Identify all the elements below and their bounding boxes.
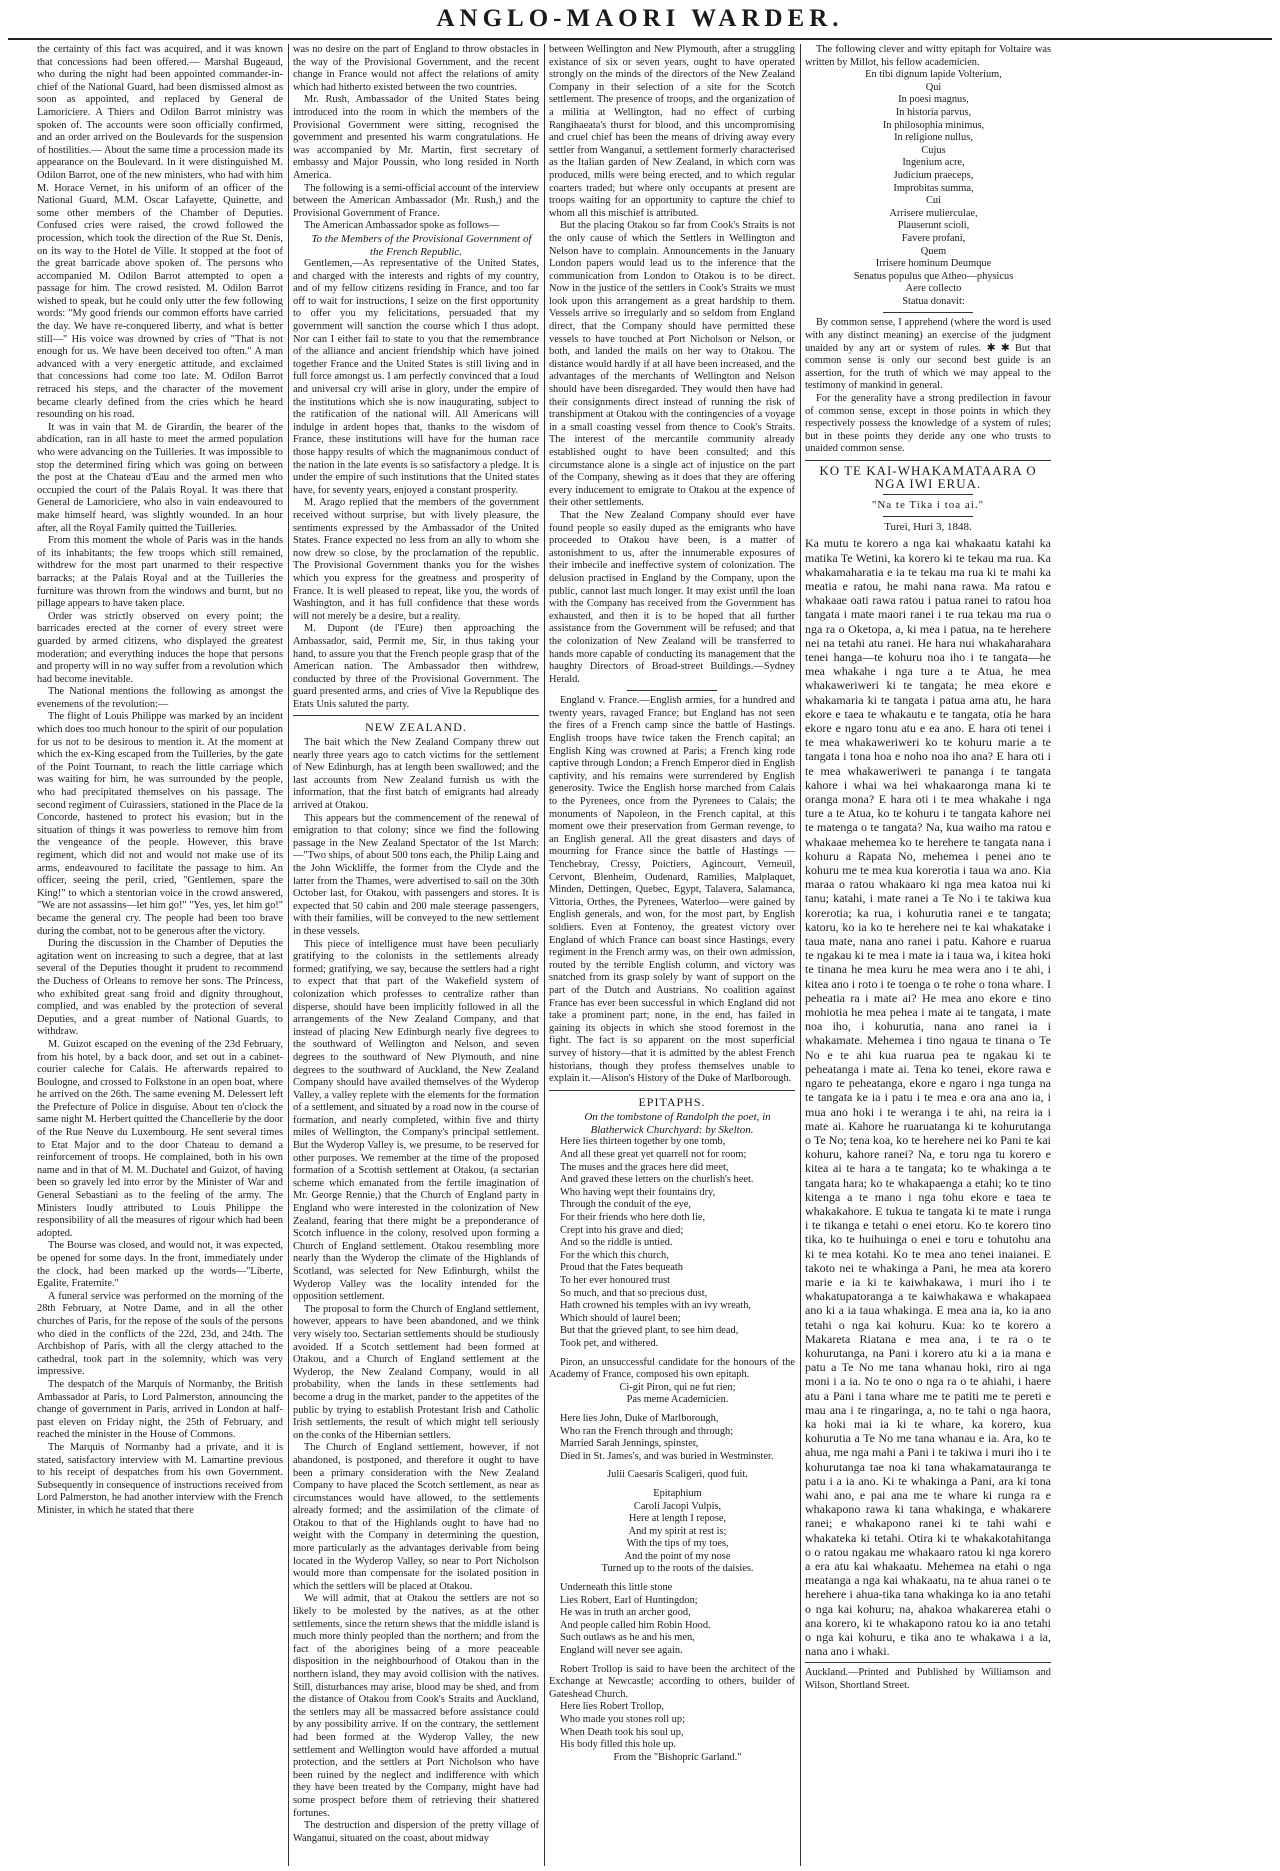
verse-line: Here lies thirteen together by one tomb, xyxy=(560,1136,726,1148)
latin-line: In historia parvus, xyxy=(895,106,972,118)
latin-line: In philosophia minimus, xyxy=(882,119,985,131)
article-paragraph: But the placing Otakou so far from Cook's Straits is not the only cause of which the Settlers in Wellington and Nelson have to complain. Announcements in the January London papers would lead us to the inference that the communication from London to Otakou is to be direct. Now in the justice of the settlers in Cook's Straits we must look upon this arrangement as a great hardship to them. Vessels arrive so irregularly and so seldom from England direct, that the Company should have permitted these vessels to have touched at Port Nicholson or Nelson, or both, and landed the mails on her way to Otakou. The distance would hardly if at all have been increased, and the advantages of the merchants of Wellington and Nelson should have been disregarded. They would then have had their consignments direct instead of running the risk of transhipment at Otakou with the contingencies of a voyage in a small coasting vessel from thence to Cook's Straits. The interest of the mercantile community already established ought to have been consulted; and this circumstance alone is a single act of injustice on the part of the Company, shewing as it does that they are offering every inducement to emigrate to Otakou at the expence of their other settlements. xyxy=(549,220,795,509)
latin-line: Aere collecto xyxy=(905,283,962,295)
article-paragraph: The despatch of the Marquis of Normanby, the British Ambassador at Paris, to Lord Palmerston, announcing the change of government in Paris, arrived in London at half-past eleven on Friday night, the 25th of February, and reached the minister in the House of Commons. xyxy=(37,1378,283,1441)
section-rule xyxy=(805,460,1051,461)
verse-line: Which should of laurel been; xyxy=(560,1312,681,1324)
article-paragraph: The following clever and witty epitaph for Voltaire was written by Millot, his fellow academicien. xyxy=(805,44,1051,68)
article-paragraph: We will admit, that at Otakou the settlers are not so likely to be molested by the natives, as at the other settlements, since the return shews that the middle island is much more thinly peopled than the northern; and from the fact of the aborigines being of a more peaceable disposition in the neighbourhood of Otakou than in the northern island, they may avoid collision with the natives. Still, disturbances may arise, blood may be shed, and from the distance of Otakou from Cook's Straits and Auckland, the settlers may all be massacred before assistance could by any possibility arrive. If on the contrary, the settlement had been formed at the Wyderop Valley, the new settlement and Wellington would have afforded a mutual protection, and the settlers at Port Nicholson who have been ruined by the neglect and indifference with which they have been treated by the Company, might have had some prospect before them of retrieving their shattered fortunes. xyxy=(293,1593,539,1819)
verse-line: Crept into his grave and died; xyxy=(560,1224,684,1236)
article-paragraph: This piece of intelligence must have been peculiarly gratifying to the colonists in the settlements already formed; gratifying, we say, because the settlers had a right to expect that that part of the Wakefield system of colonization which professes to centralize rather than disperse, should have been implicitly followed in all the arrangements of the New Zealand Company, and that instead of placing New Edinburgh nearly five degrees to the southward of Wellington and Nelson, and seven degrees to the southward of New Plymouth, and nine degrees to the southward of Auckland, the New Zealand Company should have availed themselves of the Wyderop Valley, a valley replete with the elements for the formation of a settlement, and situated by a road now in the course of formation, and nearly completed, within five and thirty miles of Wellington, the Company's principal settlement. But the Wyderop Valley is, we presume, to be reserved for other purposes. We remember at the time of the proposed formation of a Scottish settlement at Otakou, (a sectarian scheme which emanated from the fertile imagination of Mr. George Rennie,) that the Church of England party in England who were interested in the colonization of New Zealand, fearing that there might be a preponderance of Scotch influence in the colony, resolved upon forming a Church of England settlement. Otakou resembling more nearly than the Wyderop the climate of the Highlands of Scotland, was selected for New Edinburgh, whilst the Wyderop Valley was the locality intended for the opposition settlement. xyxy=(293,938,539,1303)
latin-line: Senatus populus que Atheo—physicus xyxy=(853,270,1014,282)
latin-line: Improbitas summa, xyxy=(893,182,974,194)
verse-line: But that the grieved plant, to see him dead, xyxy=(560,1325,739,1337)
epitaph-title: On the tombstone of Randolph the poet, in Blatherwick Churchyard: by Skelton. xyxy=(584,1111,771,1136)
article-paragraph: Mr. Rush, Ambassador of the United States being introduced into the room in which the members of the Provisional Government were sitting, recognised the government and presented his warm congratulations. He was accompanied by Mr. Martin, first secretary of embassy and Major Poussin, who long resided in North America. xyxy=(293,94,539,181)
column-rule xyxy=(800,44,801,1866)
verse-line: Such outlaws as he and his men, xyxy=(560,1632,695,1644)
article-paragraph: This appears but the commencement of the renewal of emigration to that colony; since we find the following passage in the New Zealand Spectator of the 1st March:—"Two ships, of about 500 tons each, the Philip Laing and the John Wickliffe, the former from the Clyde and the latter from the Thames, were advertised to sail on the 30th October last, for Otakou, with passengers and stores. It is expected that 50 cabin and 200 male steerage passengers, with their families, will be conveyed to the new settlement in these vessels. xyxy=(293,812,539,937)
verse-line: And all these great yet quarrell not for room; xyxy=(560,1149,747,1161)
verse-line: Julii Caesaris Scaligeri, quod fuit. xyxy=(607,1469,748,1481)
article-paragraph: The National mentions the following as amongst the evenemens of the revolution:— xyxy=(37,686,283,710)
article-paragraph: For the generality have a strong predilection in favour of common sense, except in those points in which they respectively possess the knowledge of a system of rules; but in these points they deride any one who trusts to unaided common sense. xyxy=(805,393,1051,455)
verse-line: And people called him Robin Hood. xyxy=(560,1619,711,1631)
latin-line: Favere profani, xyxy=(901,232,966,244)
maori-article-body: Ka mutu te korero a nga kai whakaatu katahi ka matika Te Wetini, ka korero ki te tekau ma rua. Ka whakamaharatia e ia te tekau ma rua ki te mahi ka meatia e ratou, he mahi nana rawa. Ma ratou e whakaae oati rawa ratou i patua ranei to ratou hoa tangata i mate maori ranei i te rua tekau ma rua o nga ra o Oketopa, a, ki mea i patua, na te herehere nei na tetahi atu ranei. He hara nui whakaharahara tenei hanga—te kohuru noa iho i te tangata—he mea whakahe i nga ture a te Atua, he mea whakaweriweri ki te tangata; he mea ekore e whakamaria ki te tangata i patua ama atu, he hara ekore e taea te whakautu e te tangata, otia he hara ekore e ngaro tonu atu e ea ano. E hara oti tenei i te mea whakaweriweri ko te kohuru marie a te tangata i tona hoa e noho noa iho ana? E hara oti i te mea whakaweriweri te pananga i te tangata kahore i whai wa hei whakaaronga mana ki te oranga mona? E hara oti i te mea whakahe i nga ture a te Atua, ko te kohuru i te tangata kahore nei te matenga o te tangata? Na, kua waiho ma ratou e whakaae mehemea ko te herehere te tangata nana i kohuru a Rapata No, mehemea i penei ano te kohuru me te mea kua korerotia i taua wa ano. Kia maraa o ratou whakaaro ki nga mea katoa nui ki tanu; katahi, i mate ranei a Te No i te takiwa kua korerotia; ka rua, i kohurutia ranei e te tangata; katoru, ko ia ko te herehere nei te kai whakatake i taua mate, nana ano ranei i patu. Kahore e ruarua te ngakau ki te mea i mate ia i taua wa, i kitea hoki te tinana he mea kuru he mea wera ano i te ahi, i kitea ano i roto i te toenga o te rohe o tona whare. I peheatia ra i mate ai? He mea ano ekore e tino mohiotia he mea pehea i mate ai te tangata, i mate noa iho, i kohurutia, nana ano ranei ia i whakamate. Mehemea i tino ngaua te tinana o Te No e te ahi kua ruarua pea te ngakau ki te peheatanga i mate ai. Tena ko tenei, ekore rawa e ngaro te peheatanga, ekore e ngaro i nga tunga na te tangata ke ia i patu i te mea e ora ana ano ia, i mua ano hoki i te weranga i te ahi, na reira ia i mate ai. Kahore he ruaruatanga ki te kohurutanga o Te No; tena koa, ko te herehere nei ko Pani te kai kohuru, kahore ranei? Na, e toru nga tu korero e kitea ai te hara a te tangata; ko te whakinga a te tangata hara; ko te whakapaenga a etahi; ko te tino kitenga a te mano i nga tohu ekore e taea te whakakahore. E tukua te tangata ki te mate i runga i te tikanga e tetahi o enei etoru. Ko te korero tino tika, ko te huihuinga o enei e toru e tohutohu ana ki te mea kotahi. Ko te mea ano tenei inaianei. E takoto nei te whakinga a Pani, he mea ata korero marie e ia ki te kaiwhakawa, i muri iho i te whakatupatoranga a te kaiwhakawa e whakapaea ano ki a ia taua whakinga. E mea ana ia, ko ia ano tetahi o nga kai kohuru. Kua: ko te korero a Makareta Riatana e mea ana, i te ra o te kohurutanga, na Pani i korero atu ki a ia mana e patu a Te No me tana whanau hoki, riro ai nga moni i a ia. No te ono o nga ra o te ahiahi, i haere atu a Pani i tana whare me te patiti me te pereti e mau ana i te ringaringa, a, no te tahi o nga haora, ka hoki mai ia ki te whare, ka korero, kua kohurutia a Te No me tana whanau e ia. Ara, ko te ahua, me nga mahi a Pani i te takiwa i muri iho i te kohurutanga tae noa ki tana whakamataurangа te patu i a ia ano. Ki te whakinga a Pani, ara ki tona wahi ano, e pai ana me te whare ki runga ra e whakapono rawa ki tana whakinga, e whakarere ranei; e whakapono ranei ki te tahi wahi e whakateka ki tetahi. Otira ki te whakakotahitanga o o ratou ngakau me whakaaro ratou ki nga korero a era atu kai whakaatu. Mehemea na etahi o nga meatanga a nga kai whakaatu, na te ahua ranei o te herehere i ahua-tika tana whakinga ko ia ano tetahi o nga kai kohuru; na, ahakoa whakarerea etahi o ana korero, ki te whakapono ratou ko ia ano tetahi o nga kai kohuru, e tika ano te whakawa i a ia, nana ano i whaki. xyxy=(805,536,1051,1659)
address-line: To the Members of the Provisional Government of the French Republic. xyxy=(311,232,532,258)
verse-line: Who having wept their fountains dry, xyxy=(560,1186,716,1198)
article-paragraph: That the New Zealand Company should ever have found people so easily duped as the emigrants who have proceeded to Otakou have been, is a matter of astonishment to us, after the innumerable exposures of their imbecile and ineffective system of colonization. The delusion practised in England by the Company, upon the public, cannot last much longer. It may exist until the loan with the Company has received from the Government has exhausted, and then it is to be hoped that all further assistance from the Government will be refused; and that the colonization of New Zealand will be transferred to hands more capable of conducting its management that the haughty Directors of Broad-street Buildings.—Sydney Herald. xyxy=(549,509,795,685)
article-paragraph: between Wellington and New Plymouth, after a struggling existance of six or seven years, ought to have operated strongly on the minds of the directors of the New Zealand Company in their selection of a site for the Scotch settlement. The presence of troops, and the organization of a militia at Wellington, had no effect of curbing Rangihaeata's thurst for blood, and this uncompromising and cruel chief has been the means of driving away every settler from Wanganui, a settlement formerly characterised as the Italian garden of New Zealand, in which corn was produced, mills were being erected, and to which regular coarters traded; but where only occupants at present are troops waiting for an opportunity to capture the chief to whom all this mischief is attributed. xyxy=(549,44,795,219)
article-paragraph: The destruction and dispersion of the pretty village of Wanganui, situated on the coast, about midway xyxy=(293,1820,539,1844)
article-paragraph: England v. France.—English armies, for a hundred and twenty years, ravaged France; but England has not seen the fires of a French camp since the battle of Hastings. English troops have twice taken the French capital; an English King was crowned at Paris; a French king rode captive through London; a French Emperor died in English captivity, and his remains were surrendered by English generosity. Twice the English horse marched from Calais to the Pyrenees, once from the Pyrenees to Calais; the monuments of Napoleon, in the French capital, at this moment owe their preservation from German revenge, to an English general. All the great disasters and days of mourning for France since the battle of Hastings — Tenchebray, Cressy, Poictiers, Agincourt, Verneuil, Cervont, Blenheim, Oudenard, Ramilies, Malplaquet, Minden, Dettingen, Quebec, Egypt, Talavera, Salamanca, Vittoria, Orthes, the Pyrenees, Waterloo—were gained by English generals, and won, for the most part, by English soldiers. Even at Fontenoy, the greatest victory over England of which France can boast since Hastings, every regiment in the French army was, on their own admission, routed by the terrible English column, and victory was snatched from its grasp solely by want of support on the part of the Dutch and Austrians. No coalition against France has ever been successful in which England did not take a prominent part; none, in the end, has failed in gaining its objects in which she stood foremost in the fight. The fact is so apparent on the most superficial survey of history—that it is admitted by the ablest French historians, though they profess themselves unable to explain it.—Alison's History of the Duke of Marlborough. xyxy=(549,695,795,1085)
verse-line: And so the riddle is untied. xyxy=(560,1237,673,1249)
verse-line: For their friends who here doth lie, xyxy=(560,1212,706,1224)
verse-line: With the tips of my toes, xyxy=(626,1538,729,1550)
column-1 xyxy=(37,44,283,1866)
verse-line: Underneath this little stone xyxy=(560,1582,673,1594)
verse-line: Caroli Jacopi Vulpis, xyxy=(633,1500,722,1512)
latin-line: Cui xyxy=(925,195,941,207)
masthead-title: ANGLO-MAORI WARDER. xyxy=(436,5,844,32)
maori-section-title: KO TE KAI-WHAKAMATAARA O NGA IWI ERUA. xyxy=(819,463,1037,491)
article-paragraph: The proposal to form the Church of England settlement, however, appears to have been abandoned, and we think very wisely too. Sectarian settlements should be studiously avoided. If a Scotch settlement had been formed at Otakou, and a Church of England settlement at the Wyderop, the New Zealand Company, would in all probability, when the lands in these settlements had become a drug in the market, pander to the appetites of the public by trying to establish Protestant Irish and Catholic Irish settlements, the result of which might tell seriously on the conks of the Hibernian settlers. xyxy=(293,1303,539,1441)
article-paragraph: The Bourse was closed, and would not, it was expected, be opened for some days. In the front, immediately under the clock, had been marked up the words—"Liberte, Egalite, Fraternite." xyxy=(37,1240,283,1290)
verse-line: Hath crowned his temples with an ivy wreath, xyxy=(560,1300,752,1312)
article-paragraph: Piron, an unsuccessful candidate for the honours of the Academy of France, composed his own epitaph. xyxy=(549,1356,795,1381)
verse-line: Who ran the French through and through; xyxy=(560,1425,734,1437)
article-paragraph: Order was strictly observed on every point; the barricades erected at the corner of every street were guarded by armed citizens, who displayed the greatest moderation; and everything induces the hope that persons and property will in no way suffer from a revolution which had become inevitable. xyxy=(37,610,283,685)
verse-line: When Death took his soul up, xyxy=(560,1726,684,1738)
verse-line: So much, and that so precious dust, xyxy=(560,1287,708,1299)
verse-line: Proud that the Fates bequeath xyxy=(560,1262,683,1274)
section-heading-new-zealand: NEW ZEALAND. xyxy=(365,720,467,735)
verse-line: To her ever honoured trust xyxy=(560,1275,671,1286)
verse-line: Took pet, and withered. xyxy=(560,1337,659,1349)
section-rule xyxy=(883,494,973,495)
column-2 xyxy=(293,44,539,1866)
verse-line: And my spirit at rest is; xyxy=(628,1525,727,1537)
article-paragraph: Gentlemen,—As representative of the United States, and charged with the interests and rights of my country, and of my fellow citizens residing in France, and too far off to wait for instructions, I seize on the first opportunity to offer you my felicitations, persuaded that my government will sanction the course which I thus adopt. Nor can I either fail to state to you that the remembrance of the alliance and ancient friendship which have joined together France and the United States is still living and in full force amongst us. I am perfectly convinced that a loud and universal cry will arise in glory, under the empire of the institutions which she is now inaugurating, subject to the ratification of the national will. All Americans will indulge in ardent hopes that, thanks to the wisdom of France, these institutions will have for the human race those happy results of which the magnanimous conduct of the nation in the late events is so satisfactory a pledge. It is under the empire of such institutions that the United states have, for seventy years, enjoyed a constant prosperity. xyxy=(293,258,539,496)
section-rule xyxy=(627,690,717,691)
latin-line: Statua donavit: xyxy=(902,295,965,307)
article-paragraph: It was in vain that M. de Girardin, the bearer of the abdication, ran in all haste to meet the armed population who were advancing on the Tuilleries. It was impossible to stop the determined firing which was going on between the post at the Chateau d'Eau and the armed men who occupied the court of the Palais Royal. It was there that General de Lamoriciere, who also in vain endeavoured to make himself heard, was slightly wounded. In an hour after, all the Royal Family quitted the Tuilleries. xyxy=(37,421,283,534)
verse-line: Epitaphium xyxy=(653,1487,702,1499)
article-paragraph: From this moment the whole of Paris was in the hands of its inhabitants; the few troops which still remained, withdrew for the most part unarmed to their respective barracks; at the Palais Royal and at the Tuilleries the furniture was thrown from the windows and burnt, but no pillage appears to have taken place. xyxy=(37,535,283,610)
imprint: Auckland.—Printed and Published by Williamson and Wilson, Shortland Street. xyxy=(805,1667,1051,1692)
verse-line: Here lies Robert Trollop, xyxy=(560,1701,664,1713)
masthead-rule xyxy=(8,38,1272,40)
article-paragraph: Robert Trollop is said to have been the architect of the Exchange at Newcastle; according to others, builder of Gateshead Church. xyxy=(549,1663,795,1700)
article-paragraph: By common sense, I apprehend (where the word is used with any distinct meaning) an exercise of the judgment unaided by any art or system of rules. ✱ ✱ But that common sense is only our second best guide is an assertion, for the truth of which we may appeal to the testimony of mankind in general. xyxy=(805,317,1051,392)
verse-line: Turned up to the roots of the daisies. xyxy=(601,1563,754,1575)
verse-line: And graved these letters on the churlish's heet. xyxy=(560,1174,754,1186)
verse-line: He was in truth an archer good, xyxy=(560,1607,691,1619)
latin-line: In poesi magnus, xyxy=(898,94,969,106)
column-4 xyxy=(805,44,1051,1866)
section-heading-epitaphs: EPITAPHS. xyxy=(638,1094,706,1109)
maori-date: Turei, Huri 3, 1848. xyxy=(884,520,972,533)
latin-line: Irrisere hominum Deumque xyxy=(875,258,992,270)
verse-line: England will never see again. xyxy=(560,1645,683,1657)
verse-line: Ci-git Piron, qui ne fut rien; xyxy=(619,1381,736,1393)
article-paragraph: was no desire on the part of England to throw obstacles in the way of the Provisional Government, and the recent change in France would not affect the relations of amity which had hitherto existed between the two countries. xyxy=(293,44,539,93)
verse-line: His body filled this hole up. xyxy=(560,1739,677,1751)
latin-line: Cujus xyxy=(921,144,946,156)
article-paragraph: The Marquis of Normanby had a private, and it is stated, satisfactory interview with M. Lamartine previous to his receipt of despatches from his own Government. Subsequently in consequence of instructions received from Lord Palmerston, he had another interview with the French Minister, in which he stated that there xyxy=(37,1441,283,1516)
latin-line: In religione nullus, xyxy=(894,132,973,144)
article-paragraph: The bait which the New Zealand Company threw out nearly three years ago to catch victims for the settlement of New Edinburgh, has at length been swallowed; and the last accounts from New Zealand furnish us with the information, that the first batch of emigrants had already arrived at Otakou. xyxy=(293,737,539,812)
latin-line: Ingenium acre, xyxy=(902,157,965,169)
column-rule xyxy=(288,44,289,1866)
maori-motto: "Na te Tika i toa ai." xyxy=(871,499,985,512)
section-rule xyxy=(805,1662,1051,1663)
latin-line: Arrisere mulierculae, xyxy=(889,207,978,219)
verse-line: Pas meme Academicien. xyxy=(626,1394,729,1406)
article-paragraph: The flight of Louis Philippe was marked by an incident which does too much honour to the spirit of our population for us not to be desirous to mention it. At the moment at which the ex-King escaped from the Tuilleries, by the gate of the Point Tournant, to reach the little carriage which was waiting for him, he was surrounded by the people, who had precipitated themselves on his passage. The second regiment of Cuirassiers, stationed in the Place de la Concorde, hastened to protect his evasion; but in the situation of things it was powerless to remove him from the vengeance of the people. However, this brave regiment, which did not and would not make use of its arms, endeavoured to facilitate the passage to him. An officer, seeing the peril, cried, "Gentlemen, spare the King!" to which a stentorian voice in the crowd answered, "We are not assassins—let him go!" "Yes, yes, let him go!" became the general cry. The people had been too brave during the combat, not to be generous after the victory. xyxy=(37,711,283,937)
section-rule xyxy=(293,715,539,716)
verse-line: Lies Robert, Earl of Huntingdon; xyxy=(560,1594,698,1606)
article-paragraph: The Church of England settlement, however, if not abandoned, is postponed, and therefore it ought to have been a primary consideration with the New Zealand Company to have placed the Scotch settlement, as near as circumstances would have allowed, to the settlements already formed; and the assimilation of the climate of Otakou to that of the Highlands ought to have had no weight with the Company in determining the question, more particularly as the advantages derivable from being located in the Wyderop Valley, so near to Port Nicholson would more than compensate for the isolated position in which the settlers will be placed at Otakou. xyxy=(293,1442,539,1592)
verse-line: Married Sarah Jennings, spinster, xyxy=(560,1438,699,1450)
article-paragraph: M. Guizot escaped on the evening of the 23d February, from his hotel, by a back door, and set out in a cabinet-courier caleche for Calais. He afterwards repaired to Boulogne, and crossed to Folkstone in an open boat, where he arrived on the 26th. The same evening M. Delessert left the Prefecture of Police in disguise. About ten o'clock the same night M. Herbert quitted the Chancellerie by the door of the Rue Neuve du Luxembourg. He sent several times to Etat Major and to the door Chateau to demand a reinforcement of troops. He complained, both in his own name and in that of M. M. Duchatel and Guizot, of having been so gravely led into error by the Minister of War and General Sebastiani as to the feeling of the army. The Ministers loudly attributed to Louis Philippe the responsibility of all the measures of rigour which had been adopted. xyxy=(37,1038,283,1239)
latin-line: Quem xyxy=(920,245,947,257)
verse-line: The muses and the graces here did meet, xyxy=(560,1161,729,1173)
latin-line: Plauserunt scioli, xyxy=(897,220,970,232)
verse-line: For the which this church, xyxy=(560,1249,669,1261)
column-3 xyxy=(549,44,795,1866)
section-rule xyxy=(549,1090,795,1091)
column-rule xyxy=(544,44,545,1866)
verse-source: From the "Bishopric Garland." xyxy=(613,1751,742,1763)
verse-line: And the point of my nose xyxy=(624,1550,731,1562)
section-rule xyxy=(883,516,973,517)
article-paragraph: M. Dupont (de l'Eure) then approaching the Ambassador, said, Permit me, Sir, in thus taking your hand, to assure you that the French people grasp that of the American nation. The Ambassador then withdrew, conducted by three of the Provisional Government. The guard presented arms, and cries of Vive la Republique des Etats Unis saluted the party. xyxy=(293,623,539,710)
section-rule xyxy=(883,312,973,313)
verse-line: Who made you stones roll up; xyxy=(560,1714,685,1725)
article-paragraph: the certainty of this fact was acquired, and it was known that concessions had been offered.— Marshal Bugeaud, who during the night had been appointed commander-in-chief of the National Guard, had been dismissed almost as soon as appointed, and replaced by General de Lamoriciere. A Thiers and Odilon Barrot ministry was spoken of. The accounts were soon officially confirmed, and an order arrived on the Boulevards for the suspension of hostilities.— About the same time a procession made its appearance on the Boulevard. In it were distinguished M. Odilon Barrot, one of the new ministers, who had with him M. Horace Vernet, in his uniform of an officer of the National Guard, M.M. Oscar Lafayette, Quinette, and some other members of the Chamber of Deputies. Confused cries were raised, the crowd followed the procession, which took the direction of the Rue St. Denis, on its way to the Hotel de Ville. It stopped at the foot of the great barricade above spoken of. The persons who accompanied M. Odilon Barrot attempted to open a passage for him. The crowd resisted. M. Odilon Barrot wished to speak, but he could only utter the few following words: "My good friends our common efforts have carried the day. We have re-conquered liberty, and what is better still—" His voice was drowned by cries of "That is not enough for us. We have been deceived too often." A man advanced with a very energetic attitude, and exclaimed that concessions had come too late. M. Odilon Barrot retraced his steps, and the character of the movement became clearly defined from the cries which he heard resounding on his road. xyxy=(37,44,283,421)
article-paragraph: The American Ambassador spoke as follows— xyxy=(304,220,500,232)
article-paragraph: During the discussion in the Chamber of Deputies the agitation went on increasing to such a degree, that at last several of the Deputies thought it prudent to recommend the Duchess of Orleans to remove her sons. The Princess, who exhibited great sang froid and dignity throughout, complied, and was enabled by the protection of several Deputies, and a great number of National Guards, to withdraw. xyxy=(37,938,283,1038)
article-paragraph: The following is a semi-official account of the interview between the American Ambassador (Mr. Rush,) and the Provisional Government of France. xyxy=(293,182,539,219)
latin-line: Qui xyxy=(925,81,942,93)
verse-line: Through the conduit of the eye, xyxy=(560,1199,691,1211)
article-paragraph: A funeral service was performed on the morning of the 28th February, at Notre Dame, and in all the other churches of Paris, for the repose of the souls of the persons who died in the conflicts of the 22d, 23d, and 24th. The Archbishop of Paris, with all the clergy attached to the cathedral, took part in the solemnity, which was very impressive. xyxy=(37,1290,283,1378)
latin-line: En tibi dignum lapide Volterium, xyxy=(865,69,1002,81)
verse-line: Died in St. James's, and was buried in Westminster. xyxy=(560,1450,774,1462)
verse-line: Here lies John, Duke of Marlborough, xyxy=(560,1412,719,1424)
article-paragraph: M. Arago replied that the members of the government received without surprise, but with lively pleasure, the sentiments expressed by the Ambassador of the United States. France expected no less from an ally to whom she now drew so close, by the proclamation of the republic. The Provisional Government thanks you for the wishes which you express for the greatness and prosperity of France. It is well pleased to repeat, like you, the words of Washington, and it has full confidence that these words will not merely be a desire, but a reality. xyxy=(293,497,539,622)
verse-line: Here at length I repose, xyxy=(628,1513,727,1525)
latin-line: Judicium praeceps, xyxy=(893,169,974,181)
